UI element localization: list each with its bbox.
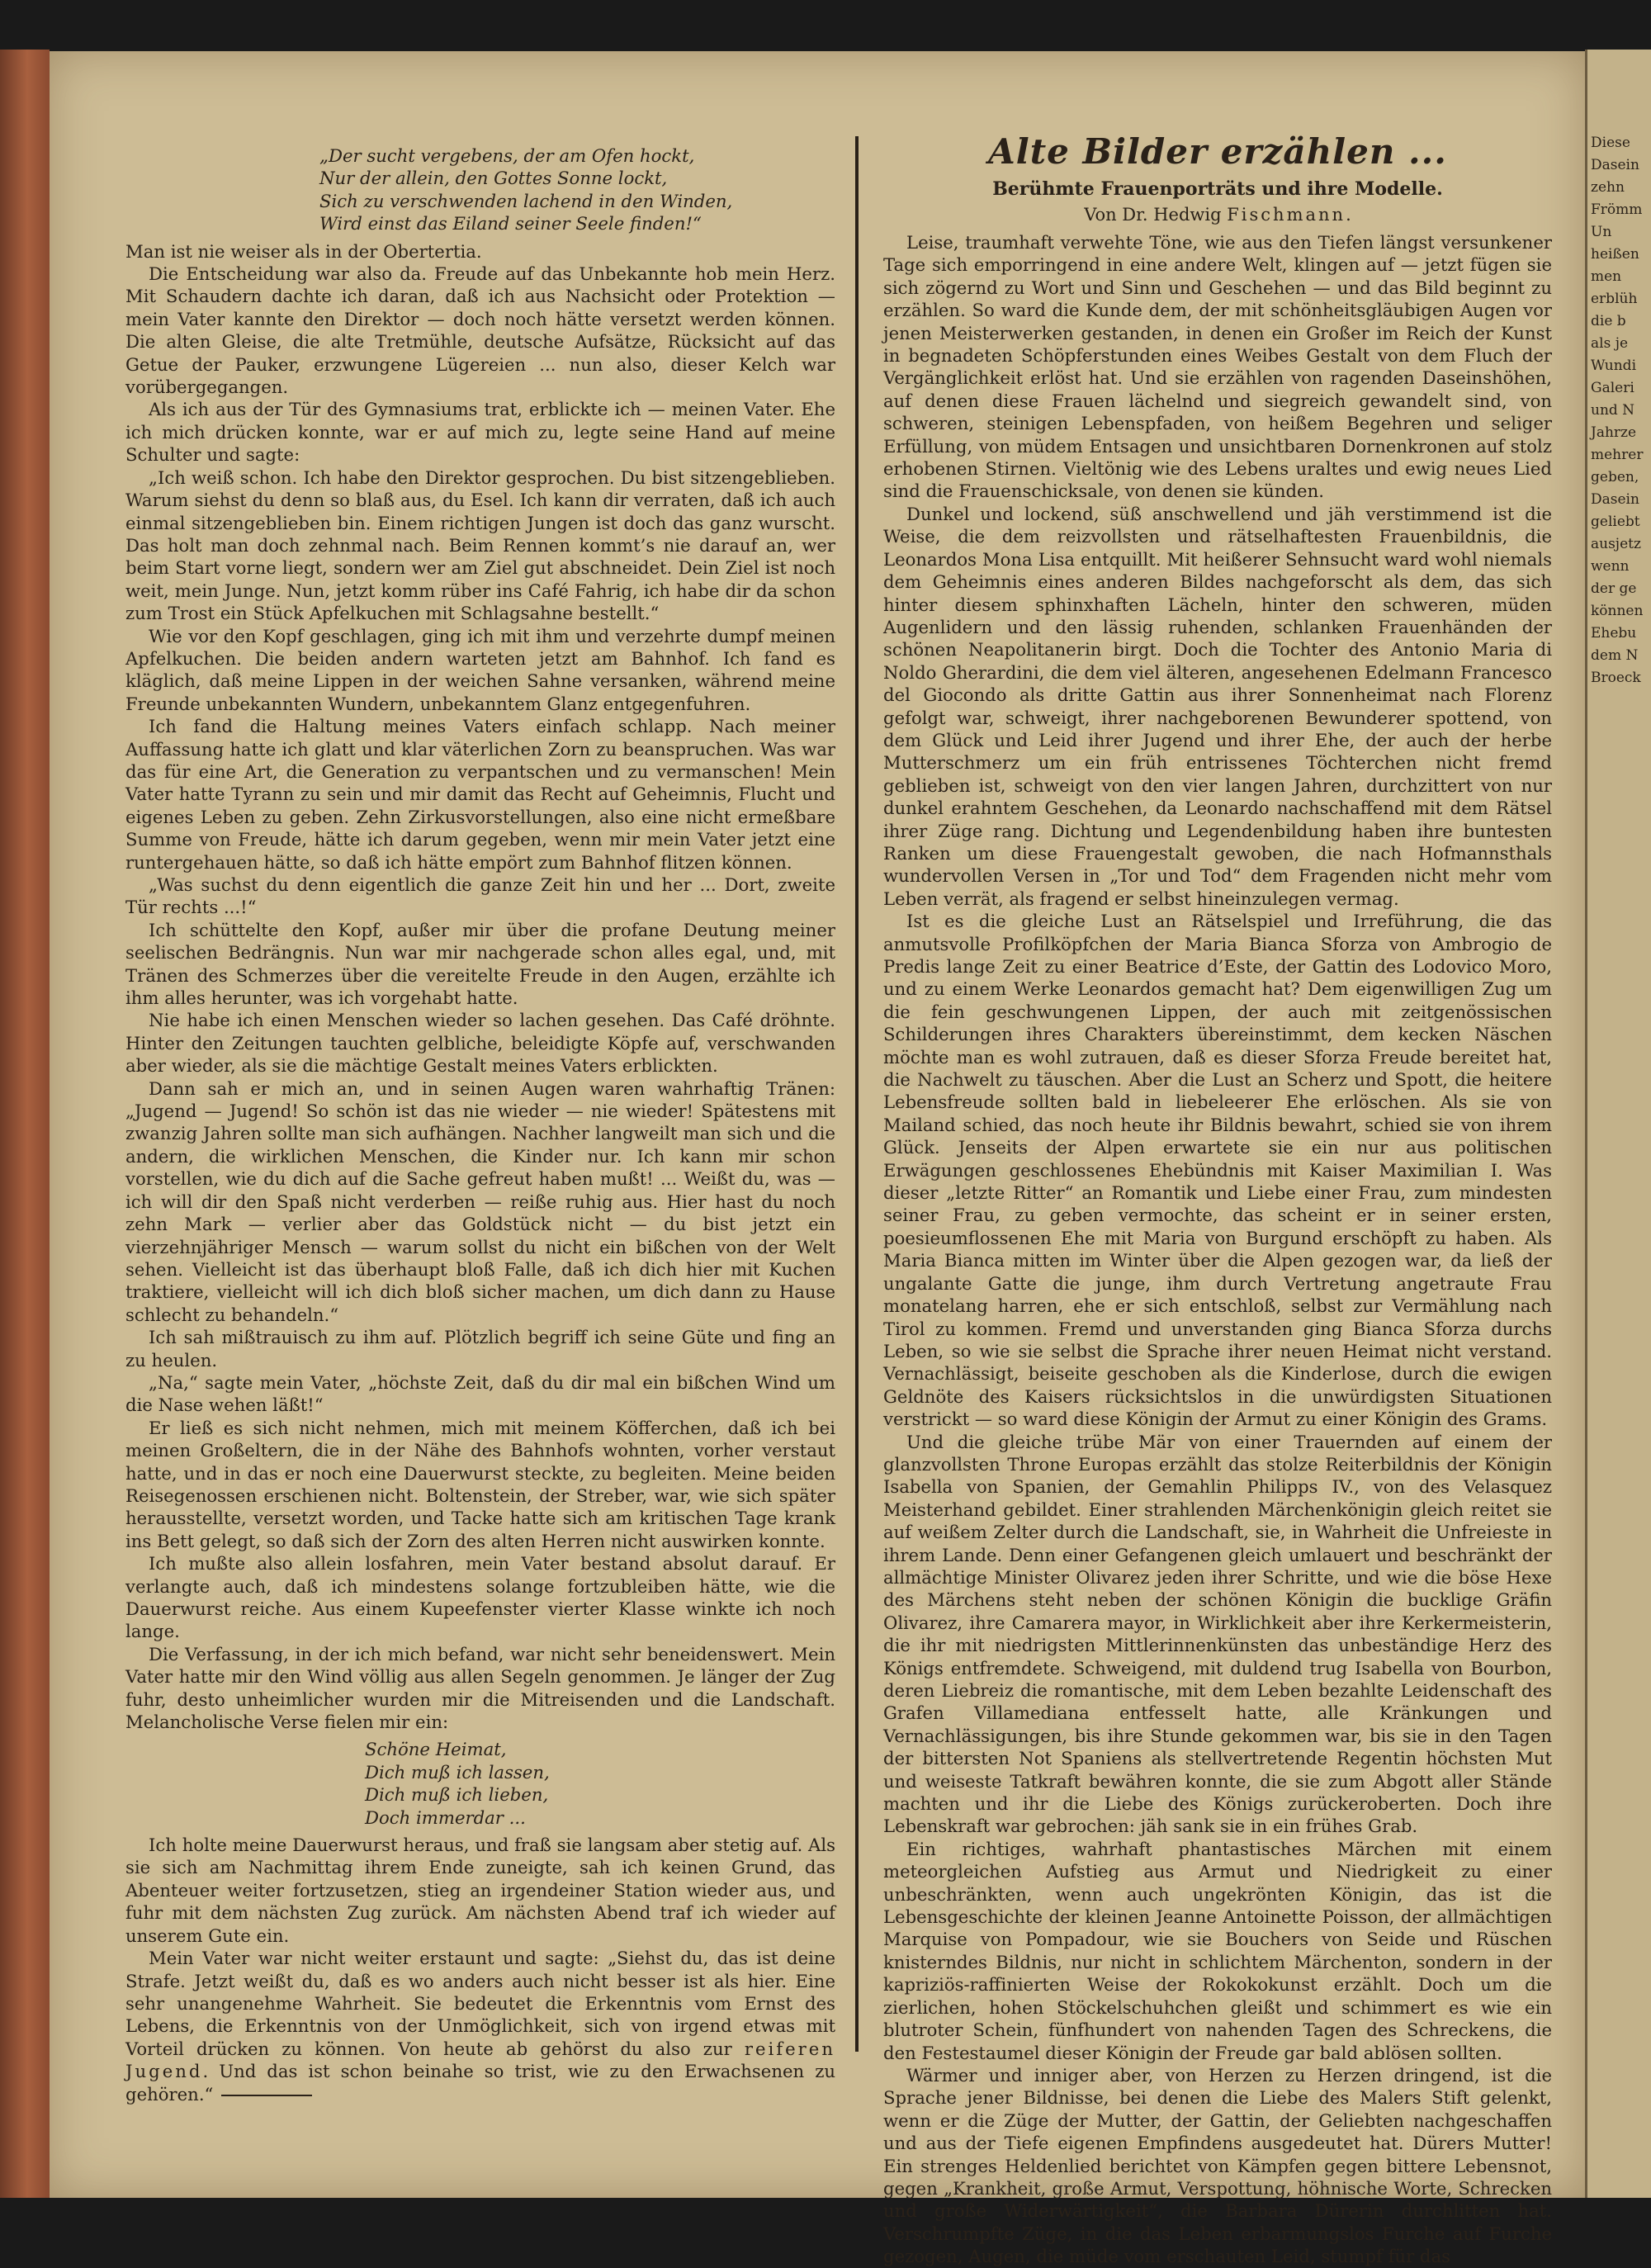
story-paragraph: Als ich aus der Tür des Gymnasiums trat, erblickte ich — meinen Vater. Ehe ich mich drücken konnte, war er auf mich zu, legte seine Hand auf meine Schulter und sagte: [125, 399, 835, 466]
next-page-fragment: Broeck [1591, 670, 1641, 686]
next-page-fragment: Dasein [1591, 491, 1639, 508]
story-paragraph: Ich holte meine Dauerwurst heraus, und fraß sie langsam aber stetig auf. Als sie sich am Nachmittag ihrem Ende zuneigte, sah ich keinen Grund, das Abenteuer weiter fortzusetzen, stieg an irgendeiner Station wieder aus, und fuhr mit dem nächsten Zug zurück. Am nächsten Abend traf ich wieder auf unserem Gute ein. [125, 1835, 835, 1946]
next-page-fragment: als je [1591, 335, 1629, 352]
story-paragraph: Ich sah mißtrauisch zu ihm auf. Plötzlich begriff ich seine Güte und fing an zu heulen. [125, 1327, 835, 1371]
next-page-fragment: und N [1591, 402, 1635, 419]
story-paragraph: „Was suchst du denn eigentlich die ganze Zeit hin und her ... Dort, zweite Tür rechts ...!“ [125, 874, 835, 918]
next-page-fragment: Un [1591, 224, 1612, 240]
next-page-fragment: Frömm [1591, 201, 1643, 218]
author-name: Fischmann [1227, 205, 1346, 225]
verse-line: Schöne Heimat, [365, 1739, 507, 1760]
article-paragraph: Und die gleiche trübe Mär von einer Trauernden auf einem der glanzvollsten Throne Europas erzählt das stolze Reiterbildnis der Königin Isabella von Spanien, der Gemahlin Philipps IV., von des Velasquez Meisterhand gebildet. Einer strahlenden Märchenkönigin gleich reitet sie auf weißem Zelter durch die Landschaft, sie, in Wahrheit die Unfreieste in ihrem Lande. Denn einer Gefangenen gleich umlauert und beschränkt der allmächtige Minister Olivarez jeden ihrer Schritte, und wie die böse Hexe des Märchens steht neben der schönen Königin die bucklige Gräfin Olivarez, ihre Camarera mayor, in Wirklichkeit aber ihre Kerkermeisterin, die ihr mit niedrigsten Mittlerinnenkünsten das unbeständige Herz des Königs entfremdete. Schweigend, mit duldend trug Isabella von Bourbon, deren Liebreiz die romantische, mit dem Leben bezahlte Leidenschaft des Grafen Villamediana entfesselt hatte, alle Kränkungen und Vernachlässigungen, bis ihre Stunde gekommen war, bis sie in den Tagen der bittersten Not Spaniens als stellvertretende Regentin höchsten Mut und weiseste Tatkraft bewähren konnte, die sie zum Abgott aller Stände machten und ihr die Liebe des Königs zurückeroberten. Doch ihre Lebenskraft war gebrochen: jäh sank sie in ein frühes Grab. [883, 1431, 1552, 1837]
next-page-fragment: geliebt [1591, 514, 1640, 530]
verse-line: Doch immerdar ... [365, 1806, 526, 1828]
story-paragraph: Man ist nie weiser als in der Obertertia. [125, 240, 482, 262]
next-page-fragment: Diese [1591, 135, 1630, 151]
final-text: Mein Vater war nicht weiter erstaunt und sagte: „Siehst du, das ist deine Strafe. Jetzt weißt du, daß es wo anders auch nicht besser ist als hier. Eine sehr unangenehme Wahrheit. Sie bedeutet die Erkenntnis vom Ernst des Lebens, die Erkenntnis von der Unmöglichkeit, sich von irgend etwas mit Vorteil drücken zu können. Von heute ab gehörst du also zur [125, 1948, 835, 2059]
next-page-fragment: die b [1591, 313, 1626, 329]
story-paragraph: „Ich weiß schon. Ich habe den Direktor gesprochen. Du bist sitzengeblieben. Warum siehst du denn so blaß aus, du Esel. Ich kann dir verraten, daß ich auch einmal sitzengeblieben bin. Einem richtigen Jungen ist doch das ganz wurscht. Das holt man doch zehnmal nach. Beim Rennen kommt’s nie darauf an, wer beim Start vorne liegt, sondern wer am Ziel gut abschneidet. Dein Ziel ist noch weit, mein Junge. Nun, jetzt komm rüber ins Café Fahrig, ich habe dir da schon zum Trost ein Stück Apfelkuchen mit Schlagsahne bestellt.“ [125, 466, 835, 624]
verse-line: Nur der allein, den Gottes Sonne lockt, [319, 168, 668, 189]
next-page-fragment: ausjetz [1591, 536, 1641, 552]
article-paragraph: Ist es die gleiche Lust an Rätselspiel und Irreführung, die das anmutsvolle Profilköpfchen der Maria Bianca Sforza von Ambrogio de Predis lange Zeit zu einer Beatrice d’Este, der Gattin des Lodovico Moro, und zu einem Werke Leonardos gemacht hat? Dem eigenwilligen Zug um die fein geschwungenen Lippen, der auch mit zeitgenössischen Schilderungen ihres Charakters übereinstimmt, dem kecken Näschen möchte man es wohl zutrauen, daß es dieser Sforza Freude bereitet hat, die Nachwelt zu täuschen. Aber die Lust an Scherz und Spott, die heitere Lebensfreude sollten bald in liebeleerer Ehe erlöschen. Als sie von Mailand schied, das noch heute ihr Bildnis bewahrt, schied sie von ihrem Glück. Jenseits der Alpen erwartete sie ein nur aus politischen Erwägungen geschlossenes Ehebündnis mit Kaiser Maximilian I. Was dieser „letzte Ritter“ an Romantik und Liebe einer Frau, zum mindesten seiner Frau, zu geben vermochte, das scheint er in seiner ersten, poesieumflossenen Ehe mit Maria von Burgund erschöpft zu haben. Als Maria Bianca mitten im Winter über die Alpen gezogen war, da ließ der ungalante Gatte die junge, ihm durch Vertretung angetraute Frau monatelang harren, ehe er sich entschloß, selbst zur Vermählung nach Tirol zu kommen. Fremd und unverstanden ging Bianca Sforza durchs Leben, so wie sie selbst die Sprache ihrer neuen Heimat nicht verstand. Vernachlässigt, beiseite geschoben als die Kinderlose, durch die ewigen Geldnöte des Kaisers rücksichtslos in die unwürdigsten Situationen verstrickt — so ward diese Königin der Armut zu einer Königin des Grams. [883, 911, 1552, 1430]
verse-line: Sich zu verschwenden lachend in den Winden, [319, 190, 733, 211]
next-page-fragment: erblüh [1591, 291, 1638, 307]
next-page-fragments [1587, 132, 1651, 689]
story-final-paragraph [125, 1947, 835, 2105]
verse-line: „Der sucht vergebens, der am Ofen hockt, [319, 145, 695, 166]
article-paragraph: Wärmer und inniger aber, von Herzen zu Herzen dringend, ist die Sprache jener Bildnisse, bei denen die Liebe des Malers Stift gelenkt, wenn er die Züge der Mutter, der Gattin, der Geliebten nachgeschaffen und aus der Tiefe eigenen Empfindens ausgedeutet hat. Dürers Mutter! Ein strenges Heldenlied berichtet von Kämpfen gegen bittere Lebensnot, gegen „Krankheit, große Armut, Verspottung, höhnische Worte, Schrecken und große Widerwärtigkeit“, die Barbara Dürerin durchlitten hat. Verschrumpfte Züge, in die das Leben erbarmungslos Furche auf Furche gezogen, Augen, die müde vom erschauten Leid, stumpf für das [883, 2064, 1552, 2267]
article-title: Alte Bilder erzählen ... [988, 131, 1447, 172]
right-column-article [883, 130, 1552, 2268]
next-page-fragment: können [1591, 603, 1644, 619]
article-byline [883, 201, 1552, 228]
next-page-fragment: heißen [1591, 246, 1639, 263]
next-page-fragment: mehrer [1591, 447, 1644, 463]
next-page-edge [1585, 50, 1651, 2198]
article-paragraph: Leise, traumhaft verwehte Töne, wie aus den Tiefen längst versunkener Tage sich emporringend in eine andere Welt, klingen auf — jetzt fügen sie sich zögernd zu Wort und Sinn und Geschehen — und das Bild beginnt zu erzählen. So ward die Kunde dem, der mit schönheitsgläubigen Augen vor jenen Meisterwerken gestanden, in denen ein Großer im Reich der Kunst in begnadeten Schöpferstunden eines Weibes Gestalt von dem Fluch der Vergänglichkeit erlöst hat. Und sie erzählen von ragenden Daseinshöhen, auf denen diese Frauen lächelnd und siegreich gewandelt sind, von schweren, steinigen Lebenspfaden, von heißem Begehren und seliger Erfüllung, von müdem Entsagen und unsichtbaren Dornenkronen auf stolz erhobenen Stirnen. Vieltönig wie des Lebens uraltes und ewig neues Lied sind die Frauenschicksale, von denen sie künden. [883, 232, 1552, 502]
book-binding-edge [0, 50, 50, 2198]
story-paragraph: Ich mußte also allein losfahren, mein Vater bestand absolut darauf. Er verlangte auch, daß ich mindestens solange fortzubleiben hätte, wie die Dauerwurst reiche. Aus einem Kupeefenster vierter Klasse winkte ich noch lange. [125, 1553, 835, 1642]
end-rule [221, 2095, 312, 2096]
next-page-fragment: wenn [1591, 558, 1630, 575]
story-paragraph: Die Verfassung, in der ich mich befand, war nicht sehr beneidenswert. Mein Vater hatte mir den Wind völlig aus allen Segeln genommen. Je länger der Zug fuhr, desto unheimlicher wurden mir die Mitreisenden und die Landschaft. Melancholische Verse fielen mir ein: [125, 1643, 835, 1733]
article-paragraph: Dunkel und lockend, süß anschwellend und jäh verstimmend ist die Weise, die dem reizvollsten und rätselhaftesten Frauenbildnis, die Leonardos Mona Lisa entquillt. Mit heißerer Sehnsucht ward wohl niemals dem Geheimnis eines anderen Bildes nachgeforscht als dem, das sich hinter diesem sphinxhaften Lächeln, hinter den schweren, müden Augenlidern und den lässig ruhenden, schlanken Frauenhänden der schönen Neapolitanerin birgt. Doch die Tochter des Antonio Maria di Noldo Gherardini, die dem viel älteren, angesehenen Edelmann Francesco del Giocondo als dritte Gattin aus ihrer Sonnenheimat nach Florenz gefolgt war, schweigt, ihrer nachgeborenen Bewunderer spottend, von dem Glück und Leid ihrer Jugend und ihrer Ehe, der auch der herbe Mutterschmerz um ein früh entrissenes Töchterchen nicht fremd geblieben ist, schweigt von den vier langen Jahren, durchzittert von nur dunkel erahntem Geschehen, da Leonardo nachschaffend mit dem Rätsel ihrer Züge rang. Dichtung und Legendenbildung haben ihre buntesten Ranken um diese Frauengestalt gewoben, die nach Hofmannsthals wundervollen Versen in „Tor und Tod“ dem Fragenden nicht mehr vom Leben verrät, als fragend er selbst hineinzulegen vermag. [883, 503, 1552, 909]
spaced-emphasis: reiferen Jugend [125, 2038, 835, 2082]
verse-line: Wird einst das Eiland seiner Seele finden!“ [319, 213, 702, 234]
next-page-fragment: der ge [1591, 580, 1637, 597]
next-page-fragment: Ehebu [1591, 625, 1637, 642]
verse-line: Dich muß ich lieben, [365, 1784, 549, 1806]
column-divider [855, 136, 859, 2052]
final-text-end: . Und das ist schon beinahe so trist, wie zu den Erwachsenen zu gehören.“ [125, 2061, 835, 2105]
story-paragraph: Ich schüttelte den Kopf, außer mir über die profane Deutung meiner seelischen Bedrängnis. Nun war mir nachgerade schon alles egal, und, mit Tränen des Schmerzes über die vereitelte Freude in den Augen, erzählte ich ihm alles herunter, was ich vorgehabt hatte. [125, 919, 835, 1009]
story-paragraph: Die Entscheidung war also da. Freude auf das Unbekannte hob mein Herz. Mit Schaudern dachte ich daran, daß ich aus Nachsicht oder Protektion — mein Vater kannte den Direktor — doch noch hätte versetzt werden können. Die alten Gleise, die alte Tretmühle, deutsche Aufsätze, Rücksicht auf das Getue der Pauker, erzwungene Lügereien ... nun also, dieser Kelch war vorübergegangen. [125, 263, 835, 398]
story-paragraph: Er ließ es sich nicht nehmen, mich mit meinem Köfferchen, daß ich bei meinen Großeltern, die in der Nähe des Bahnhofs wohnten, vorher verstaut hatte, und in das er noch eine Dauerwurst steckte, zu begleiten. Meine beiden Reisegenossen erschienen nicht. Boltenstein, der Streber, war, wie sich später herausstellte, versetzt worden, und Tacke hatte sich am kritischen Tage krank ins Bett gelegt, so daß sich der Zorn des alten Herren nicht auswirken konnte. [125, 1417, 835, 1551]
left-column-story [125, 144, 835, 2105]
next-page-fragment: Wundi [1591, 357, 1637, 374]
byline-suffix: . [1346, 205, 1351, 225]
story-paragraph: „Na,“ sagte mein Vater, „höchste Zeit, daß du dir mal ein bißchen Wind um die Nase wehen läßt!“ [125, 1371, 835, 1416]
story-paragraph: Wie vor den Kopf geschlagen, ging ich mit ihm und verzehrte dumpf meinen Apfelkuchen. Die beiden andern warteten jetzt am Bahnhof. Ich fand es kläglich, daß meine Lippen in der weichen Sahne versanken, während meine Freunde unbekannten Wundern, unbekanntem Glanz entgegenfuhren. [125, 625, 835, 714]
article-subtitle: Berühmte Frauenporträts und ihre Modelle. [992, 178, 1443, 200]
next-page-fragment: Galeri [1591, 380, 1634, 396]
story-paragraph: Dann sah er mich an, und in seinen Augen waren wahrhaftig Tränen: „Jugend — Jugend! So schön ist das nie wieder — nie wieder! Spätestens mit zwanzig Jahren sollte man sich aufhängen. Nachher langweilt man sich und die andern, die wirklichen Menschen, die Kinder nur. Ich kann mir schon vorstellen, wie du dich auf die Sache gefreut haben mußt! ... Weißt du, was — ich will dir den Spaß nicht verderben — reiße ruhig aus. Hier hast du noch zehn Mark — verlier aber das Goldstück nicht — du bist jetzt ein vierzehnjähriger Mensch — warum sollst du nicht ein bißchen von der Welt sehen. Vielleicht ist das überhaupt bloß Falle, daß ich dich hier mit Kuchen traktiere, vielleicht will ich dich bloß sicher machen, um dich dann zu Hause schlecht zu behandeln.“ [125, 1077, 835, 1325]
next-page-fragment: geben, [1591, 469, 1639, 485]
verse-line: Dich muß ich lassen, [365, 1761, 550, 1783]
closing-verse [365, 1738, 835, 1829]
next-page-fragment: Jahrze [1591, 424, 1637, 441]
story-paragraph: Ich fand die Haltung meines Vaters einfach schlapp. Nach meiner Auffassung hatte ich glatt und klar väterlichen Zorn zu beanspruchen. Was war das für eine Art, die Generation zu verpantschen und zu vermanschen! Mein Vater hatte Tyrann zu sein und mir damit das Recht auf Geheimnis, Flucht und eigenes Leben zu geben. Zehn Zirkusvorstellungen, also eine nicht ermeßbare Summe von Freude, hätte ich darum gegeben, wenn mir mein Vater jetzt eine runtergehauen hätte, so daß ich hätte empört zum Bahnhof flitzen können. [125, 716, 835, 873]
next-page-fragment: men [1591, 268, 1622, 285]
byline-prefix: Von Dr. Hedwig [1084, 205, 1222, 225]
opening-verse [319, 144, 835, 235]
next-page-fragment: dem N [1591, 647, 1639, 664]
story-paragraph: Nie habe ich einen Menschen wieder so lachen gesehen. Das Café dröhnte. Hinter den Zeitungen tauchten gelbliche, beleidigte Köpfe auf, verschwanden aber wieder, als sie die mächtige Gestalt meines Vaters erblickten. [125, 1010, 835, 1077]
next-page-fragment: zehn [1591, 179, 1625, 196]
next-page-fragment: Dasein [1591, 157, 1639, 173]
article-paragraph: Ein richtiges, wahrhaft phantastisches Märchen mit einem meteorgleichen Aufstieg aus Armut und Niedrigkeit zu einer unbeschränkten, wenn auch ungekrönten Königin, das ist die Lebensgeschichte der kleinen Jeanne Antoinette Poisson, der allmächtigen Marquise von Pompadour, wie sie Bouchers von Seide und Rüschen knisterndes Bildnis, nur nicht in schlichtem Märchenton, sondern in der kapriziös-raffinierten Weise der Rokokokunst erzählt. Doch um die zierlichen, hohen Stöckelschuhchen gleißt und schimmert es wie ein blutroter Schein, fünfhundert von nahenden Tagen des Schreckens, die den Festestaumel dieser Königin der Freude gar bald ablösen sollten. [883, 1838, 1552, 2063]
